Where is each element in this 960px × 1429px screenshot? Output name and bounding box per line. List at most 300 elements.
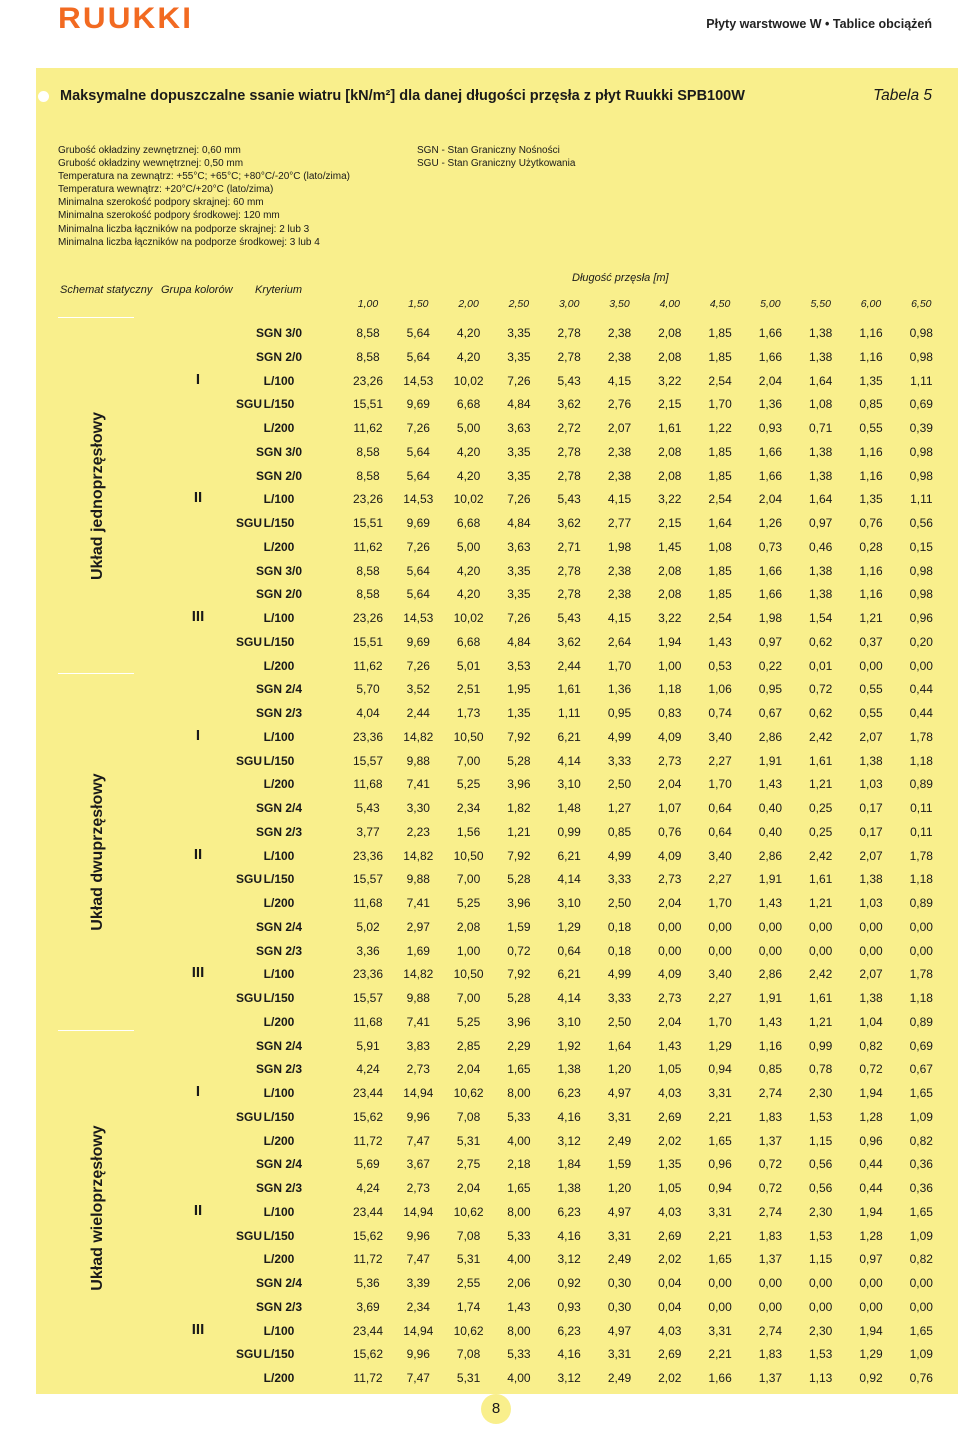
criterion-cell: SGN 2/3 (255, 1299, 303, 1314)
color-group-label: III (191, 964, 205, 982)
value-cell: 3,22 (658, 373, 682, 388)
criterion-cell: SGN 3/0 (255, 444, 303, 459)
value-cell: 0,89 (909, 777, 933, 792)
value-cell: 1,95 (507, 682, 531, 697)
span-header: 6,00 (860, 298, 882, 310)
value-cell: 0,96 (708, 1157, 732, 1172)
value-cell: 3,62 (557, 634, 581, 649)
value-cell: 23,44 (352, 1323, 384, 1338)
value-cell: 11,68 (353, 896, 383, 910)
value-cell: 1,94 (859, 1204, 883, 1219)
value-cell: 5,25 (456, 1014, 481, 1029)
value-cell: 0,00 (758, 943, 783, 958)
page-number: 8 (481, 1394, 511, 1424)
value-cell: 6,23 (557, 1086, 581, 1100)
value-cell: 23,26 (352, 373, 384, 388)
value-cell: 1,37 (758, 1133, 783, 1148)
table-row (36, 1176, 958, 1200)
value-cell: 1,70 (708, 896, 732, 910)
table-row (36, 369, 958, 393)
value-cell: 0,40 (758, 801, 783, 815)
table-row (36, 440, 958, 464)
value-cell: 11,62 (353, 421, 383, 435)
value-cell: 7,26 (406, 658, 430, 673)
table-row (36, 677, 958, 701)
value-cell: 1,91 (758, 753, 783, 768)
value-cell: 0,18 (607, 943, 632, 958)
value-cell: 2,86 (758, 967, 783, 982)
value-cell: 5,64 (406, 468, 430, 483)
table-row (36, 345, 958, 369)
value-cell: 10,50 (453, 967, 484, 982)
value-cell: 1,66 (758, 587, 783, 602)
value-cell: 2,76 (607, 397, 632, 412)
value-cell: 1,43 (758, 896, 783, 910)
value-cell: 4,84 (507, 397, 531, 412)
value-cell: 4,03 (658, 1323, 682, 1338)
value-cell: 4,15 (607, 373, 632, 388)
value-cell: 5,01 (456, 658, 481, 673)
value-cell: 0,78 (809, 1062, 833, 1077)
value-cell: 5,64 (406, 349, 430, 364)
value-cell: 7,47 (406, 1252, 430, 1267)
value-cell: 10,50 (453, 729, 484, 744)
value-cell: 1,66 (708, 1371, 732, 1385)
value-cell: 1,27 (607, 801, 632, 815)
value-cell: 2,42 (809, 967, 833, 982)
value-cell: 0,72 (758, 1181, 783, 1195)
value-cell: 0,00 (859, 919, 883, 934)
static-scheme-block (58, 673, 134, 1029)
value-cell: 11,72 (353, 1252, 383, 1267)
value-cell: 0,17 (859, 824, 883, 839)
value-cell: 5,69 (356, 1157, 380, 1172)
table-row (36, 867, 958, 891)
value-cell: 0,64 (708, 824, 732, 839)
value-cell: 5,33 (507, 1109, 531, 1124)
value-cell: 3,69 (356, 1299, 380, 1314)
value-cell: 0,93 (557, 1299, 581, 1314)
value-cell: 1,21 (809, 777, 833, 792)
value-cell: 2,02 (658, 1133, 682, 1148)
value-cell: 1,94 (859, 1086, 883, 1100)
value-cell: 0,72 (859, 1062, 883, 1077)
value-cell: 23,26 (352, 492, 384, 507)
criterion-prefix: SGU (236, 397, 263, 412)
static-scheme-block (58, 317, 134, 673)
value-cell: 0,97 (809, 516, 833, 530)
color-group-label: II (193, 845, 203, 863)
value-cell: 0,72 (809, 682, 833, 697)
value-cell: 3,96 (507, 777, 531, 792)
value-cell: 1,70 (708, 397, 732, 412)
value-cell: 1,92 (557, 1038, 581, 1053)
value-cell: 0,00 (708, 919, 732, 934)
table-row (36, 1200, 958, 1224)
value-cell: 1,05 (658, 1062, 682, 1077)
value-cell: 6,23 (557, 1204, 581, 1219)
value-cell: 4,84 (507, 516, 531, 530)
value-cell: 7,26 (507, 373, 531, 388)
value-cell: 6,68 (456, 516, 481, 530)
value-cell: 7,92 (507, 729, 531, 744)
value-cell: 1,69 (406, 943, 430, 958)
value-cell: 0,69 (909, 1038, 933, 1053)
value-cell: 2,38 (607, 349, 632, 364)
value-cell: 4,14 (557, 872, 581, 887)
value-cell: 8,00 (507, 1323, 531, 1338)
value-cell: 2,73 (406, 1181, 430, 1195)
bullet-icon (38, 91, 49, 102)
value-cell: 3,39 (406, 1276, 430, 1290)
table-row (36, 1057, 958, 1081)
value-cell: 15,57 (352, 872, 384, 887)
value-cell: 2,73 (406, 1062, 430, 1077)
value-cell: 10,62 (453, 1204, 484, 1219)
value-cell: 0,55 (859, 706, 883, 720)
value-cell: 10,02 (453, 492, 484, 507)
value-cell: 4,20 (456, 563, 481, 578)
value-cell: 6,68 (456, 397, 481, 412)
value-cell: 1,85 (708, 349, 732, 364)
value-cell: 23,26 (352, 611, 384, 625)
value-cell: 1,83 (758, 1228, 783, 1243)
value-cell: 0,00 (809, 1299, 833, 1314)
value-cell: 5,70 (356, 682, 380, 697)
value-cell: 1,38 (557, 1181, 581, 1195)
static-scheme-label: Układ jednoprzęsłowy (89, 411, 106, 580)
table-row (36, 939, 958, 963)
value-cell: 1,98 (758, 611, 783, 625)
value-cell: 3,31 (607, 1347, 632, 1362)
value-cell: 1,65 (507, 1181, 531, 1195)
value-cell: 1,61 (809, 991, 833, 1005)
value-cell: 2,74 (758, 1086, 783, 1100)
table-row (36, 1295, 958, 1319)
value-cell: 2,15 (658, 516, 682, 530)
value-cell: 2,85 (456, 1038, 481, 1053)
value-cell: 0,82 (909, 1133, 933, 1148)
value-cell: 0,25 (809, 801, 833, 815)
value-cell: 4,03 (658, 1086, 682, 1100)
value-cell: 4,03 (658, 1204, 682, 1219)
value-cell: 0,94 (708, 1062, 732, 1077)
value-cell: 0,98 (909, 444, 933, 459)
value-cell: 2,54 (708, 373, 732, 388)
value-cell: 7,47 (406, 1133, 430, 1148)
value-cell: 4,24 (356, 1181, 380, 1195)
value-cell: 1,85 (708, 444, 732, 459)
value-cell: 1,21 (809, 896, 833, 910)
value-cell: 1,20 (607, 1181, 632, 1195)
criterion-cell: L/100 (263, 492, 295, 507)
value-cell: 0,00 (758, 1299, 783, 1314)
value-cell: 2,49 (607, 1252, 632, 1267)
value-cell: 5,31 (456, 1252, 481, 1267)
value-cell: 1,78 (909, 848, 933, 863)
value-cell: 1,08 (708, 539, 732, 554)
value-cell: 0,00 (809, 919, 833, 934)
header-span-length: Długość przęsła [m] (572, 272, 669, 284)
value-cell: 3,30 (406, 801, 430, 815)
value-cell: 2,27 (708, 991, 732, 1005)
value-cell: 0,37 (859, 634, 883, 649)
criterion-prefix: SGU (236, 753, 263, 768)
value-cell: 2,97 (406, 919, 430, 934)
value-cell: 1,91 (758, 991, 783, 1005)
value-cell: 15,51 (352, 516, 384, 530)
table-row (36, 796, 958, 820)
span-header: 1,00 (357, 298, 379, 310)
value-cell: 14,82 (403, 967, 434, 982)
value-cell: 0,00 (809, 1276, 833, 1290)
value-cell: 0,53 (708, 658, 732, 673)
value-cell: 3,35 (507, 444, 531, 459)
value-cell: 7,26 (406, 421, 430, 435)
value-cell: 7,41 (406, 1014, 430, 1029)
value-cell: 4,15 (607, 611, 632, 625)
value-cell: 4,99 (607, 848, 632, 863)
value-cell: 10,62 (453, 1086, 484, 1100)
value-cell: 1,43 (658, 1038, 682, 1053)
value-cell: 1,38 (809, 444, 833, 459)
value-cell: 3,96 (507, 1014, 531, 1029)
criterion-cell: SGN 2/4 (255, 682, 303, 697)
value-cell: 2,04 (658, 896, 682, 910)
criterion-cell: L/200 (263, 658, 295, 673)
value-cell: 5,33 (507, 1347, 531, 1362)
criterion-prefix: SGU (236, 1109, 263, 1124)
table-row (36, 1319, 958, 1343)
table-row (36, 1034, 958, 1058)
value-cell: 0,71 (809, 421, 833, 435)
value-cell: 0,39 (909, 421, 933, 435)
value-cell: 2,78 (557, 587, 581, 602)
value-cell: 8,58 (356, 444, 380, 459)
color-group-label: III (191, 1320, 205, 1338)
value-cell: 1,43 (758, 1014, 783, 1029)
value-cell: 4,97 (607, 1086, 632, 1100)
value-cell: 1,13 (809, 1371, 833, 1385)
value-cell: 15,57 (352, 991, 384, 1005)
value-cell: 1,61 (658, 421, 682, 435)
table-row (36, 962, 958, 986)
value-cell: 1,38 (809, 349, 833, 364)
criterion-cell: SGN 2/4 (255, 1276, 303, 1290)
value-cell: 3,40 (708, 729, 732, 744)
criterion-cell: L/100 (263, 1204, 295, 1219)
value-cell: 2,75 (456, 1157, 481, 1172)
value-cell: 1,65 (909, 1204, 933, 1219)
criterion-prefix: SGU (236, 872, 263, 887)
value-cell: 0,69 (909, 397, 933, 412)
value-cell: 7,41 (406, 777, 430, 792)
value-cell: 1,64 (809, 492, 833, 507)
criterion-prefix: SGU (236, 634, 263, 649)
value-cell: 0,30 (607, 1299, 632, 1314)
value-cell: 0,00 (658, 919, 682, 934)
value-cell: 3,12 (557, 1252, 581, 1267)
value-cell: 1,28 (859, 1228, 883, 1243)
value-cell: 2,38 (607, 468, 632, 483)
value-cell: 1,11 (557, 706, 581, 720)
value-cell: 4,09 (658, 848, 682, 863)
criterion-prefix: SGU (236, 516, 263, 530)
value-cell: 0,28 (859, 539, 883, 554)
value-cell: 3,52 (406, 682, 430, 697)
value-cell: 9,69 (406, 634, 430, 649)
table-row (36, 701, 958, 725)
value-cell: 5,43 (557, 373, 581, 388)
value-cell: 1,59 (607, 1157, 632, 1172)
table-row (36, 654, 958, 678)
value-cell: 11,68 (353, 777, 383, 792)
value-cell: 1,85 (708, 587, 732, 602)
value-cell: 0,67 (758, 706, 783, 720)
value-cell: 1,70 (607, 658, 632, 673)
criterion-cell: SGN 2/3 (255, 1062, 303, 1077)
table-row (36, 416, 958, 440)
value-cell: 4,97 (607, 1323, 632, 1338)
color-group-label: I (195, 370, 201, 388)
color-group-label: II (193, 489, 203, 507)
value-cell: 4,84 (507, 634, 531, 649)
value-cell: 2,78 (557, 468, 581, 483)
value-cell: 0,55 (859, 682, 883, 697)
value-cell: 2,34 (406, 1299, 430, 1314)
value-cell: 1,43 (507, 1299, 531, 1314)
value-cell: 8,58 (356, 468, 380, 483)
value-cell: 0,89 (909, 1014, 933, 1029)
value-cell: 14,82 (403, 729, 434, 744)
criterion-cell: L/200 (263, 1014, 295, 1029)
criterion-cell: L/150 (263, 1109, 295, 1124)
table-panel (36, 68, 958, 1394)
ruukki-logo: RUUKKI (58, 2, 194, 35)
value-cell: 5,43 (557, 492, 581, 507)
value-cell: 1,65 (708, 1133, 732, 1148)
value-cell: 1,38 (557, 1062, 581, 1077)
value-cell: 1,21 (859, 611, 883, 625)
value-cell: 7,26 (406, 539, 430, 554)
value-cell: 0,56 (909, 516, 933, 530)
value-cell: 1,11 (910, 373, 933, 388)
value-cell: 0,44 (909, 706, 933, 720)
value-cell: 4,09 (658, 729, 682, 744)
parameter-line: Temperatura wewnątrz: +20°C/+20°C (lato/zima) (58, 184, 274, 196)
value-cell: 1,16 (758, 1038, 783, 1053)
value-cell: 1,35 (507, 706, 531, 720)
value-cell: 7,47 (406, 1371, 430, 1385)
value-cell: 1,38 (859, 753, 883, 768)
criterion-cell: SGN 2/4 (255, 1157, 303, 1172)
value-cell: 4,09 (658, 967, 682, 982)
legend-line: SGU - Stan Graniczny Użytkowania (417, 158, 576, 170)
value-cell: 0,99 (809, 1038, 833, 1053)
value-cell: 1,05 (658, 1181, 682, 1195)
value-cell: 0,85 (859, 397, 883, 412)
color-group-label: III (191, 608, 205, 625)
value-cell: 3,96 (507, 896, 531, 910)
value-cell: 2,38 (607, 326, 632, 340)
value-cell: 7,26 (507, 611, 531, 625)
criterion-cell: L/200 (263, 1133, 295, 1148)
value-cell: 0,56 (809, 1157, 833, 1172)
criterion-cell: SGN 2/3 (255, 1181, 303, 1195)
value-cell: 10,02 (453, 611, 484, 625)
parameter-line: Minimalna szerokość podpory środkowej: 120 mm (58, 210, 280, 222)
value-cell: 2,74 (758, 1204, 783, 1219)
value-cell: 1,38 (859, 991, 883, 1005)
value-cell: 0,00 (909, 1299, 933, 1314)
value-cell: 1,65 (507, 1062, 531, 1077)
value-cell: 15,62 (352, 1347, 384, 1362)
value-cell: 0,00 (859, 943, 883, 958)
value-cell: 2,86 (758, 848, 783, 863)
table-row (36, 891, 958, 915)
value-cell: 4,20 (456, 587, 481, 602)
value-cell: 2,54 (708, 611, 732, 625)
value-cell: 1,53 (809, 1347, 833, 1362)
value-cell: 1,00 (456, 943, 481, 958)
value-cell: 0,44 (859, 1181, 883, 1195)
value-cell: 4,00 (507, 1371, 531, 1385)
value-cell: 2,64 (607, 634, 632, 649)
value-cell: 15,51 (352, 397, 384, 412)
value-cell: 9,96 (406, 1109, 430, 1124)
value-cell: 0,92 (859, 1371, 883, 1385)
value-cell: 0,20 (909, 634, 933, 649)
value-cell: 1,83 (758, 1109, 783, 1124)
value-cell: 1,29 (708, 1038, 732, 1053)
value-cell: 1,78 (909, 729, 933, 744)
value-cell: 1,26 (758, 516, 783, 530)
value-cell: 2,04 (456, 1062, 481, 1077)
value-cell: 2,44 (406, 706, 430, 720)
criterion-cell: L/100 (263, 967, 295, 982)
value-cell: 9,96 (406, 1228, 430, 1243)
value-cell: 0,22 (758, 658, 783, 673)
value-cell: 14,82 (403, 848, 434, 863)
value-cell: 5,00 (456, 539, 481, 554)
value-cell: 2,49 (607, 1371, 632, 1385)
criterion-cell: L/200 (263, 896, 295, 910)
value-cell: 15,62 (352, 1228, 384, 1243)
value-cell: 1,85 (708, 468, 732, 483)
value-cell: 2,74 (758, 1323, 783, 1338)
table-row (36, 392, 958, 416)
value-cell: 2,55 (456, 1276, 481, 1290)
value-cell: 5,28 (507, 991, 531, 1005)
value-cell: 2,51 (456, 682, 481, 697)
value-cell: 4,20 (456, 326, 481, 340)
criterion-cell: L/150 (263, 753, 295, 768)
value-cell: 1,03 (859, 896, 883, 910)
value-cell: 0,44 (909, 682, 933, 697)
criterion-cell: SGN 2/0 (255, 349, 303, 364)
value-cell: 0,95 (758, 682, 783, 697)
value-cell: 1,64 (708, 516, 732, 530)
parameter-line: Minimalna liczba łączników na podporze środkowej: 3 lub 4 (58, 236, 320, 248)
static-scheme-label: Układ dwuprzęsłowy (89, 773, 106, 931)
value-cell: 2,29 (507, 1038, 531, 1053)
value-cell: 1,65 (708, 1252, 732, 1267)
value-cell: 5,64 (406, 563, 430, 578)
value-cell: 8,58 (356, 326, 380, 340)
value-cell: 1,11 (910, 492, 933, 507)
table-title: Maksymalne dopuszczalne ssanie wiatru [kN/m²] dla danej długości przęsła z płyt Ruukki SPB100W (60, 88, 745, 104)
value-cell: 2,04 (758, 492, 783, 507)
